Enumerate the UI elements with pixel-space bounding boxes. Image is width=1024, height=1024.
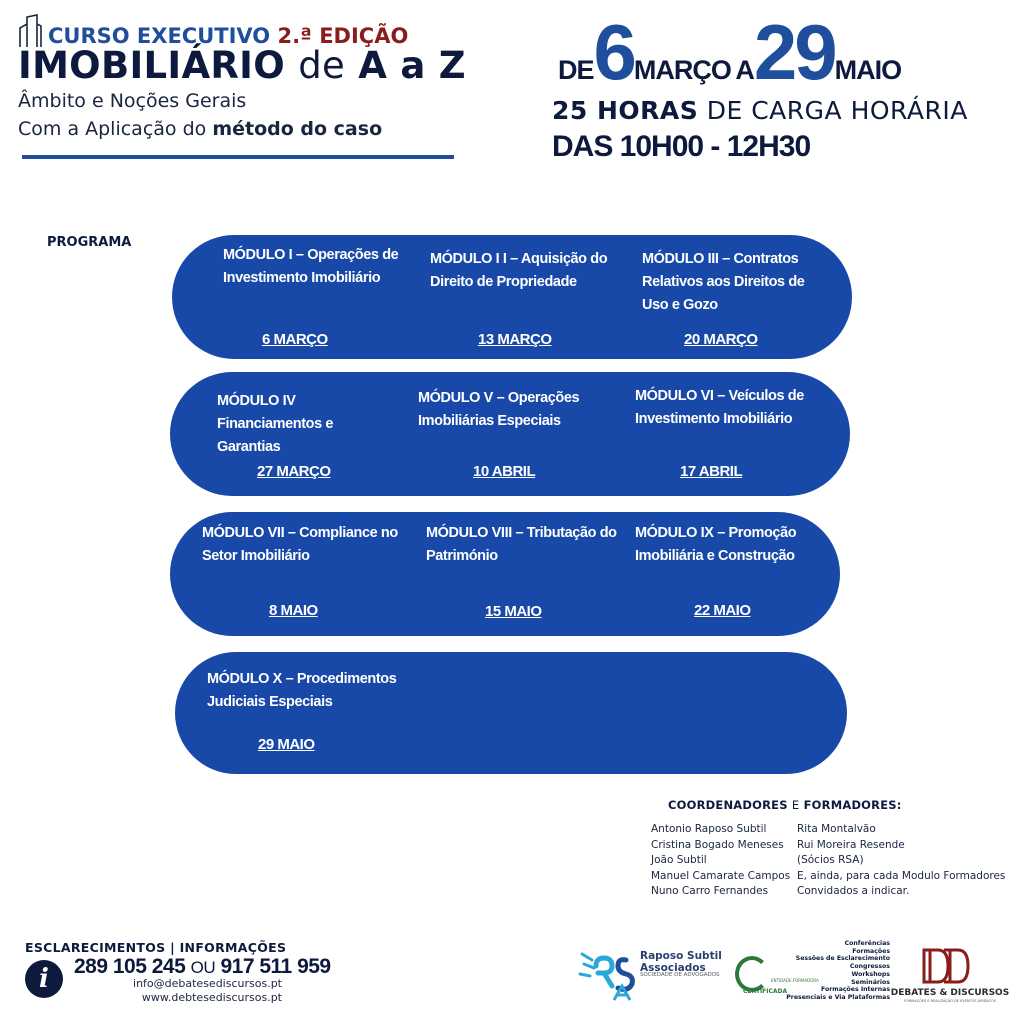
debates-discursos-tagline: FORMAÇÕES E REALIZAÇÃO DE EVENTOS JURÍDICOS xyxy=(904,999,996,1003)
coordinator-note: E, ainda, para cada Modulo Formadores xyxy=(797,869,1006,882)
module-date: 13 MARÇO xyxy=(478,331,552,348)
coordinator-name: Manuel Camarate Campos xyxy=(651,869,791,882)
program-label: PROGRAMA xyxy=(47,235,132,250)
header-divider xyxy=(22,155,454,159)
course-kicker: CURSO EXECUTIVO 2.ª EDIÇÃO xyxy=(48,24,409,48)
module-title: MÓDULO V – Operações Imobiliárias Especiais xyxy=(418,390,580,429)
module-title: MÓDULO VII – Compliance no Setor Imobiliário xyxy=(202,525,398,564)
course-dates: DE6MARÇO A29MAIO xyxy=(558,8,902,96)
phone-numbers[interactable]: 289 105 245 OU 917 511 959 xyxy=(74,955,331,978)
course-hours: 25 HORAS DE CARGA HORÁRIA xyxy=(552,96,968,125)
module-title: MÓDULO VI – Veículos de Investimento Imobiliário xyxy=(635,388,804,427)
module-date: 6 MARÇO xyxy=(262,331,328,348)
coordinator-name: Nuno Carro Fernandes xyxy=(651,885,769,897)
coordinators-heading: COORDENADORES E FORMADORES: xyxy=(668,798,902,812)
module-title: MÓDULO I I – Aquisição do Direito de Propriedade xyxy=(430,251,608,290)
coordinators-list-right xyxy=(797,822,1005,900)
coordinator-note: (Sócios RSA) xyxy=(797,854,864,866)
coordinator-name: Rui Moreira Resende xyxy=(797,838,905,851)
services-list: Conferências Formações Sessões de Esclarecimento Congressos Workshops Seminários Formações Internas Presenciais e Via Plataformas xyxy=(786,940,890,1001)
website-link[interactable]: www.debtesediscursos.pt xyxy=(141,991,282,1004)
certified-ring-icon xyxy=(735,956,769,992)
module-date: 27 MARÇO xyxy=(257,463,331,480)
module-date: 20 MARÇO xyxy=(684,331,758,348)
edition-label: 2.ª EDIÇÃO xyxy=(277,24,409,48)
course-time: DAS 10H00 - 12H30 xyxy=(552,130,811,163)
email-link[interactable]: info@debatesediscursos.pt xyxy=(133,977,282,990)
module-title: MÓDULO III – Contratos Relativos aos Direitos de Uso e Gozo xyxy=(642,251,805,313)
contact-heading: ESCLARECIMENTOS | INFORMAÇÕES xyxy=(25,940,287,955)
rsa-logo: Raposo Subtil Associados SOCIEDADE DE ADVOGADOS xyxy=(578,942,738,1004)
module-date: 17 ABRIL xyxy=(680,463,743,480)
module-title: MÓDULO VIII – Tributação do Património xyxy=(426,525,617,564)
course-title: IMOBILIÁRIO de A a Z xyxy=(18,44,466,87)
info-icon: i xyxy=(25,960,63,998)
certified-logo: ENTIDADE FORMADORA CERTIFICADA xyxy=(733,952,793,1000)
subtitle-method: Com a Aplicação do método do caso xyxy=(18,118,383,140)
module-title: MÓDULO IX – Promoção Imobiliária e Construção xyxy=(635,525,797,564)
coordinator-name: João Subtil xyxy=(651,854,707,866)
building-icon xyxy=(18,14,42,48)
coordinator-note: Convidados a indicar. xyxy=(797,885,910,897)
coordinator-name: Rita Montalvão xyxy=(797,823,876,835)
module-date: 15 MAIO xyxy=(485,603,542,620)
module-title: MÓDULO I – Operações de Investimento Imobiliário xyxy=(223,247,399,286)
module-title: MÓDULO X – Procedimentos Judiciais Especiais xyxy=(207,671,397,710)
module-date: 8 MAIO xyxy=(269,602,318,619)
debates-discursos-logo-icon xyxy=(918,946,974,986)
coordinator-name: Cristina Bogado Meneses xyxy=(651,838,784,851)
rsa-logo-mark xyxy=(578,946,638,1002)
subtitle-scope: Âmbito e Noções Gerais xyxy=(18,90,247,112)
debates-discursos-name: DEBATES & DISCURSOS xyxy=(890,988,1010,998)
coordinator-name: Antonio Raposo Subtil xyxy=(651,823,767,835)
module-date: 29 MAIO xyxy=(258,736,315,753)
module-title: MÓDULO IV Financiamentos e Garantias xyxy=(217,393,334,455)
module-date: 10 ABRIL xyxy=(473,463,536,480)
module-date: 22 MAIO xyxy=(694,602,751,619)
coordinators-list-left xyxy=(651,822,790,900)
